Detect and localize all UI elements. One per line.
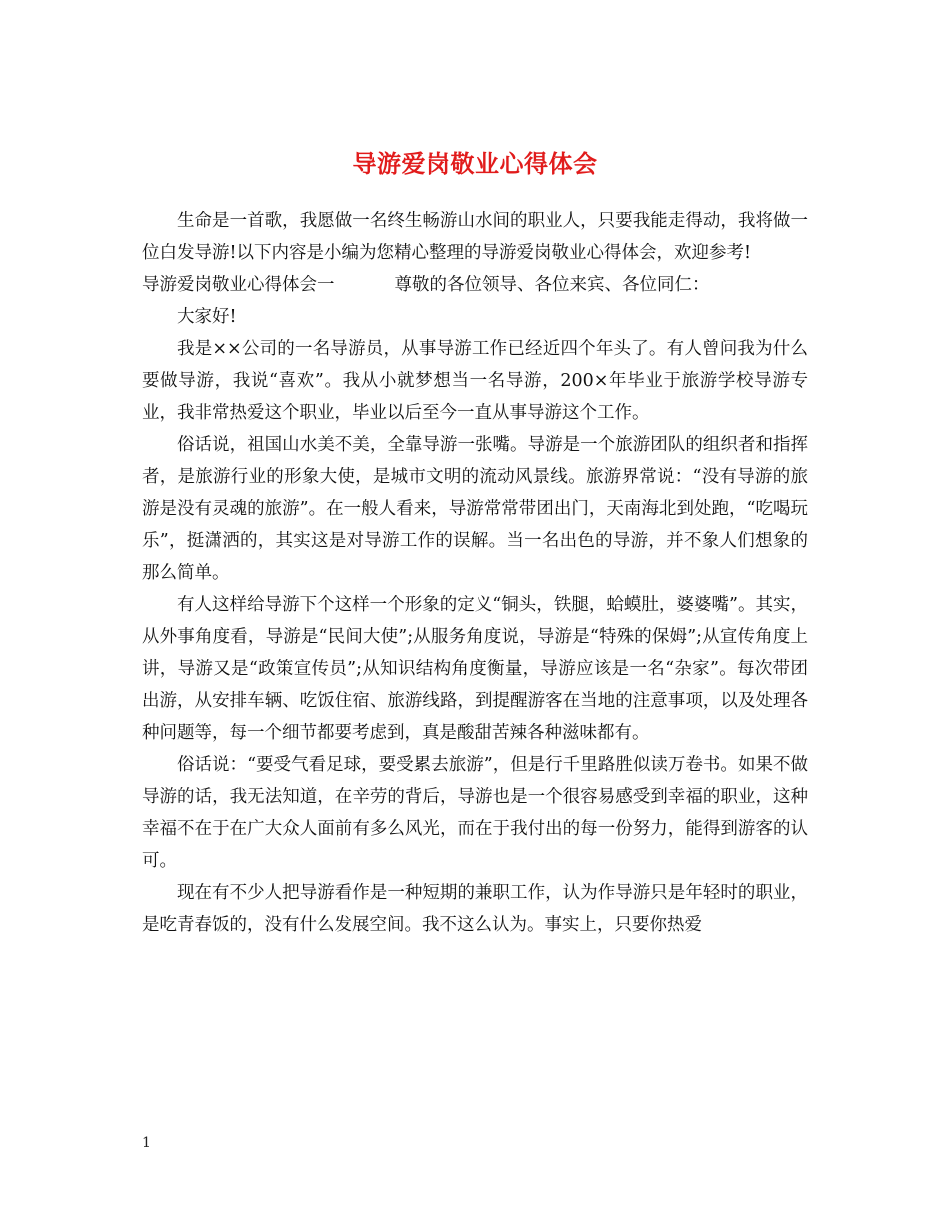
greeting: 大家好! — [177, 307, 237, 327]
salutation: 尊敬的各位领导、各位来宾、各位同仁： — [394, 275, 710, 295]
intro-paragraph: 生命是一首歌，我愿做一名终生畅游山水间的职业人，只要我能走得动，我将做一位白发导游!以下内容是小编为您精心整理的导游爱岗敬业心得体会，欢迎参考! — [142, 211, 808, 263]
body-paragraph-2: 俗话说，祖国山水美不美，全靠导游一张嘴。导游是一个旅游团队的组织者和指挥者，是旅游行业的形象大使，是城市文明的流动风景线。旅游界常说：“没有导游的旅游是没有灵魂的旅游”。在一般人看来，导游常常带团出门，天南海北到处跑，“吃喝玩乐”，挺潇洒的，其实这是对导游工作的误解。当一名出色的导游，并不象人们想象的那么简单。 — [142, 435, 808, 583]
document-body — [142, 205, 808, 941]
section-heading-line — [142, 269, 808, 301]
body-paragraph-1: 我是××公司的一名导游员，从事导游工作已经近四个年头了。有人曾问我为什么要做导游，我说“喜欢”。我从小就梦想当一名导游，200×年毕业于旅游学校导游专业，我非常热爱这个职业，毕业以后至今一直从事导游这个工作。 — [142, 339, 808, 423]
body-paragraph-5: 现在有不少人把导游看作是一种短期的兼职工作，认为作导游只是年轻时的职业，是吃青春饭的，没有什么发展空间。我不这么认为。事实上，只要你热爱 — [142, 883, 808, 935]
body-paragraph-4: 俗话说：“要受气看足球，要受累去旅游”，但是行千里路胜似读万卷书。如果不做导游的话，我无法知道，在辛劳的背后，导游也是一个很容易感受到幸福的职业，这种幸福不在于在广大众人面前有多么风光，而在于我付出的每一份努力，能得到游客的认可。 — [142, 755, 808, 871]
body-paragraph-3: 有人这样给导游下个这样一个形象的定义“铜头，铁腿，蛤蟆肚，婆婆嘴”。其实，从外事角度看，导游是“民间大使”;从服务角度说，导游是“特殊的保姆”;从宣传角度上讲，导游又是“政策宣传员”;从知识结构角度衡量，导游应该是一名“杂家”。每次带团出游，从安排车辆、吃饭住宿、旅游线路，到提醒游客在当地的注意事项，以及处理各种问题等，每一个细节都要考虑到，真是酸甜苦辣各种滋味都有。 — [142, 595, 808, 743]
document-title: 导游爱岗敬业心得体会 — [352, 149, 598, 179]
page-number: 1 — [142, 1135, 151, 1151]
section-heading: 导游爱岗敬业心得体会一 — [142, 275, 335, 295]
